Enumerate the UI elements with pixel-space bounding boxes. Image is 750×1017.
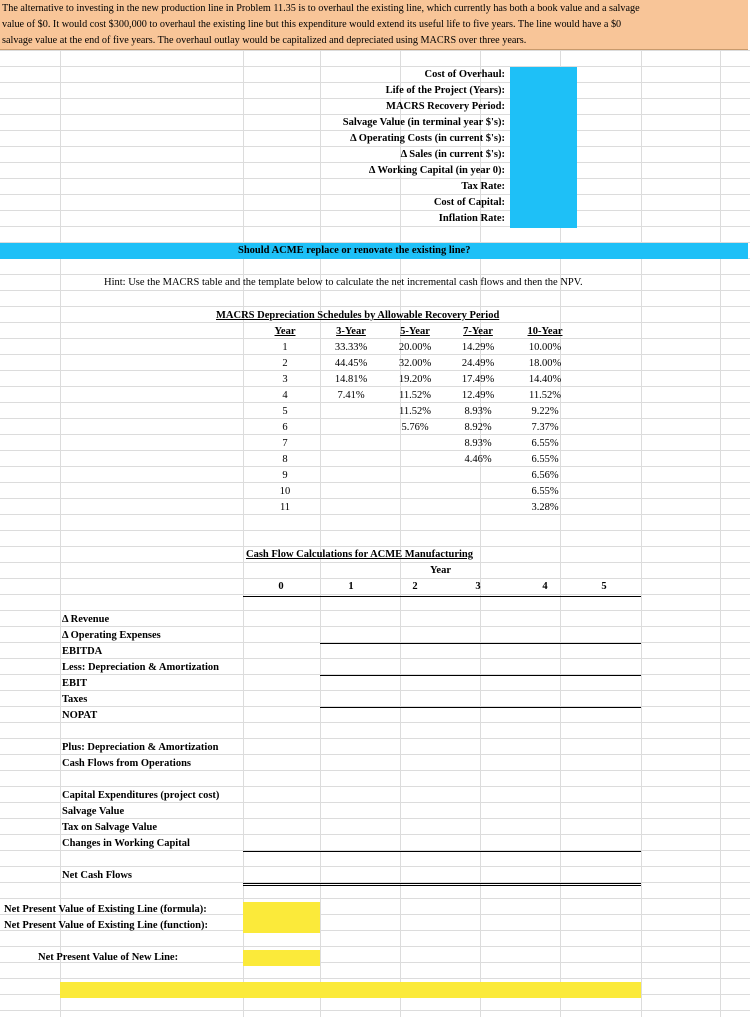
row-salvage-value: Salvage Value (62, 806, 125, 817)
macrs-cell-5-year: 32.00% (398, 358, 432, 369)
year-header-3: 3 (475, 581, 481, 592)
macrs-cell-10-year: 6.55% (531, 438, 559, 449)
npv-new-line-answer-cell[interactable] (243, 950, 320, 966)
macrs-cell-year: 6 (282, 422, 288, 433)
macrs-cell-5-year: 5.76% (401, 422, 429, 433)
macrs-cell-10-year: 3.28% (531, 502, 559, 513)
label-cost-of-overhaul: Cost of Overhaul: (424, 69, 505, 80)
macrs-cell-5-year: 20.00% (398, 342, 432, 353)
row-net-cash-flows: Net Cash Flows (62, 870, 132, 881)
label-macrs-period: MACRS Recovery Period: (386, 101, 505, 112)
macrs-cell-year: 8 (282, 454, 288, 465)
macrs-cell-year: 11 (279, 502, 291, 513)
row-capex: Capital Expenditures (project cost) (62, 790, 220, 801)
macrs-cell-7-year: 12.49% (461, 390, 495, 401)
year-header-underline (243, 596, 641, 597)
cashflow-title: Cash Flow Calculations for ACME Manufacturing (246, 549, 474, 560)
year-header-0: 0 (278, 581, 284, 592)
macrs-header-5-year: 5-Year (400, 326, 430, 337)
label-cost-of-capital: Cost of Capital: (433, 197, 505, 208)
macrs-title: MACRS Depreciation Schedules by Allowable Recovery Period (216, 310, 500, 321)
macrs-cell-3-year: 14.81% (334, 374, 368, 385)
macrs-cell-year: 3 (282, 374, 288, 385)
macrs-cell-7-year: 17.49% (461, 374, 495, 385)
macrs-cell-10-year: 14.40% (528, 374, 562, 385)
year-header-2: 2 (412, 581, 418, 592)
macrs-header-10-year: 10-Year (527, 326, 563, 337)
hint-text: Hint: Use the MACRS table and the template below to calculate the net incremental cash flows and then the NPV. (104, 277, 583, 288)
macrs-cell-5-year: 11.52% (399, 406, 431, 417)
underline-net-cash-1 (243, 883, 641, 884)
underline-net-cash-2 (243, 885, 641, 886)
npv-formula-label: Net Present Value of Existing Line (formula): (4, 904, 207, 915)
year-header-1: 1 (348, 581, 354, 592)
underline-opex (320, 643, 641, 644)
macrs-cell-3-year: 7.41% (337, 390, 365, 401)
macrs-cell-10-year: 11.52% (529, 390, 561, 401)
macrs-cell-10-year: 9.22% (531, 406, 559, 417)
label-life-of-project: Life of the Project (Years): (385, 85, 505, 96)
macrs-cell-10-year: 6.55% (531, 454, 559, 465)
label-sales: Δ Sales (in current $'s): (400, 149, 505, 160)
macrs-cell-year: 9 (282, 470, 288, 481)
macrs-cell-7-year: 24.49% (461, 358, 495, 369)
row-ebitda: EBITDA (62, 646, 103, 657)
macrs-cell-7-year: 8.92% (464, 422, 492, 433)
macrs-cell-10-year: 18.00% (528, 358, 562, 369)
npv-function-label: Net Present Value of Existing Line (function): (4, 920, 208, 931)
label-operating-costs: Δ Operating Costs (in current $'s): (350, 133, 505, 144)
npv-new-line-label: Net Present Value of New Line: (38, 952, 179, 963)
input-cells[interactable] (510, 67, 577, 228)
macrs-header-7-year: 7-Year (463, 326, 493, 337)
macrs-cell-10-year: 6.56% (531, 470, 559, 481)
macrs-cell-10-year: 6.55% (531, 486, 559, 497)
macrs-cell-7-year: 14.29% (461, 342, 495, 353)
macrs-cell-10-year: 7.37% (531, 422, 559, 433)
macrs-cell-year: 5 (282, 406, 288, 417)
row-less-depreciation: Less: Depreciation & Amortization (62, 662, 219, 673)
row-revenue: Δ Revenue (62, 614, 110, 625)
underline-working-capital (243, 851, 641, 852)
macrs-cell-10-year: 10.00% (528, 342, 562, 353)
macrs-cell-5-year: 11.52% (399, 390, 431, 401)
macrs-cell-year: 7 (282, 438, 288, 449)
problem-line-1: The alternative to investing in the new production line in Problem 11.35 is to overhaul the existing line, which currently has both a book value and a salvage (2, 3, 640, 14)
row-working-capital: Changes in Working Capital (62, 838, 190, 849)
macrs-cell-3-year: 33.33% (334, 342, 368, 353)
macrs-header-3-year: 3-Year (336, 326, 366, 337)
label-inflation-rate: Inflation Rate: (438, 213, 505, 224)
underline-depreciation (320, 675, 641, 676)
cashflow-year-label: Year (430, 565, 451, 576)
row-operating-expenses: Δ Operating Expenses (62, 630, 161, 641)
row-plus-depreciation: Plus: Depreciation & Amortization (62, 742, 219, 753)
question-text: Should ACME replace or renovate the existing line? (238, 245, 471, 256)
row-taxes: Taxes (62, 694, 88, 705)
row-ebit: EBIT (62, 678, 88, 689)
macrs-cell-7-year: 8.93% (464, 406, 492, 417)
macrs-header-year: Year (274, 326, 296, 337)
year-header-4: 4 (542, 581, 548, 592)
year-header-5: 5 (601, 581, 607, 592)
conclusion-answer-cell[interactable] (60, 982, 641, 998)
label-tax-rate: Tax Rate: (461, 181, 505, 192)
macrs-cell-year: 2 (282, 358, 288, 369)
row-nopat: NOPAT (62, 710, 98, 721)
row-cash-flows-operations: Cash Flows from Operations (62, 758, 192, 769)
macrs-cell-3-year: 44.45% (334, 358, 368, 369)
problem-statement (0, 0, 748, 50)
macrs-cell-year: 1 (282, 342, 288, 353)
label-working-capital: Δ Working Capital (in year 0): (368, 165, 505, 176)
problem-line-2: value of $0. It would cost $300,000 to overhaul the existing line but this expenditure would extend its useful life to five years. The line would have a $0 (2, 19, 622, 30)
macrs-cell-7-year: 8.93% (464, 438, 492, 449)
npv-existing-answer-cells[interactable] (243, 902, 320, 933)
macrs-cell-year: 10 (279, 486, 291, 497)
problem-line-3: salvage value at the end of five years. The overhaul outlay would be capitalized and depreciated using MACRS over three years. (2, 35, 527, 46)
row-tax-on-salvage: Tax on Salvage Value (62, 822, 158, 833)
underline-taxes (320, 707, 641, 708)
label-salvage-value: Salvage Value (in terminal year $'s): (342, 117, 505, 128)
macrs-cell-5-year: 19.20% (398, 374, 432, 385)
macrs-cell-year: 4 (282, 390, 288, 401)
macrs-cell-7-year: 4.46% (464, 454, 492, 465)
